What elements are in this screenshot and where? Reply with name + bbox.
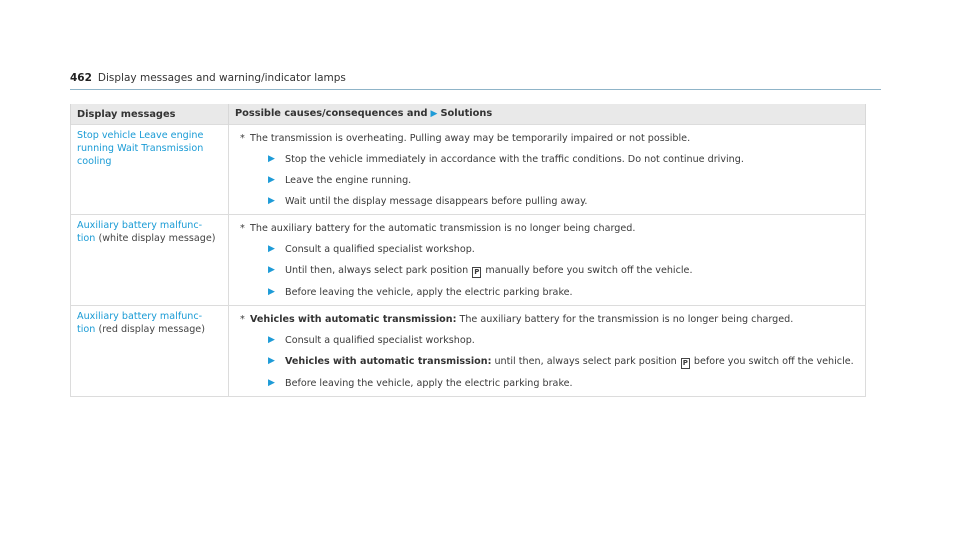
solution-step: [268, 153, 859, 166]
message-cell: [71, 306, 229, 397]
step-text: Leave the engine running.: [285, 175, 412, 186]
step-text: Until then, always select park position P manually before you switch off the vehicle.: [285, 265, 693, 276]
asterisk: *: [240, 314, 245, 325]
cause-label: Vehicles with automatic transmission:: [250, 314, 457, 325]
table-body: [71, 125, 866, 397]
step-text: Consult a qualified specialist workshop.: [285, 335, 475, 346]
step-arrow-icon: ▶: [268, 287, 275, 297]
cause-line: [240, 313, 859, 326]
cause-line: [240, 222, 859, 235]
table-row: [71, 125, 866, 215]
messages-table: [70, 104, 866, 397]
step-arrow-icon: ▶: [268, 265, 275, 275]
page-header: [70, 72, 880, 84]
column-header-messages: Display messages: [71, 104, 229, 125]
cause-text: The transmission is overheating. Pulling away may be temporarily impaired or not possible.: [250, 133, 691, 144]
step-arrow-icon: ▶: [268, 378, 275, 388]
column-header-causes: Possible causes/consequences and ▶ Solutions: [229, 104, 866, 125]
message-note: (white display message): [98, 233, 216, 244]
park-position-icon: P: [682, 359, 688, 367]
step-label: Vehicles with automatic transmission:: [285, 356, 492, 367]
solution-step: [268, 377, 859, 390]
step-text: Consult a qualified specialist workshop.: [285, 244, 475, 255]
step-arrow-icon: ▶: [268, 244, 275, 254]
cause-text: Vehicles with automatic transmission: The auxiliary battery for the transmission is no longer being charged.: [250, 314, 794, 325]
table-row: [71, 306, 866, 397]
table-header-row: [71, 104, 866, 125]
solution-step: [268, 264, 859, 278]
step-text: Vehicles with automatic transmission: until then, always select park position P before you switch off the vehicle.: [285, 356, 854, 367]
step-text: Before leaving the vehicle, apply the electric parking brake.: [285, 287, 573, 298]
step-arrow-icon: ▶: [268, 335, 275, 345]
message-cell: [71, 215, 229, 306]
step-arrow-icon: ▶: [268, 154, 275, 164]
section-title: Display messages and warning/indicator lamps: [97, 72, 346, 84]
solution-step: [268, 334, 859, 347]
step-arrow-icon: ▶: [268, 356, 275, 366]
asterisk: *: [240, 133, 245, 144]
solution-step: [268, 195, 859, 208]
step-text: Wait until the display message disappears before pulling away.: [285, 196, 588, 207]
message-cell: [71, 125, 229, 215]
message-note: (red display message): [98, 324, 205, 335]
display-message-text: Auxiliary battery malfunc- tion: [77, 220, 203, 244]
page-number: 462: [70, 72, 92, 84]
step-text: Before leaving the vehicle, apply the electric parking brake.: [285, 378, 573, 389]
header-divider: [70, 89, 881, 90]
solution-step: [268, 243, 859, 256]
solution-arrow-icon: ▶: [430, 109, 438, 119]
asterisk: *: [240, 223, 245, 234]
solutions-cell: [229, 306, 866, 397]
step-text: Stop the vehicle immediately in accordance with the traffic conditions. Do not continue driving.: [285, 154, 744, 165]
solutions-cell: [229, 125, 866, 215]
display-message-text: Stop vehicle Leave engine running Wait Transmission cooling: [77, 130, 204, 167]
display-message-text: Auxiliary battery malfunc- tion: [77, 311, 203, 335]
table-row: [71, 215, 866, 306]
solution-step: [268, 174, 859, 187]
solutions-cell: [229, 215, 866, 306]
cause-line: [240, 132, 859, 145]
solution-step: [268, 286, 859, 299]
solution-step: [268, 355, 859, 369]
step-arrow-icon: ▶: [268, 196, 275, 206]
cause-text: The auxiliary battery for the automatic transmission is no longer being charged.: [250, 223, 636, 234]
step-arrow-icon: ▶: [268, 175, 275, 185]
park-position-icon: P: [474, 268, 480, 276]
